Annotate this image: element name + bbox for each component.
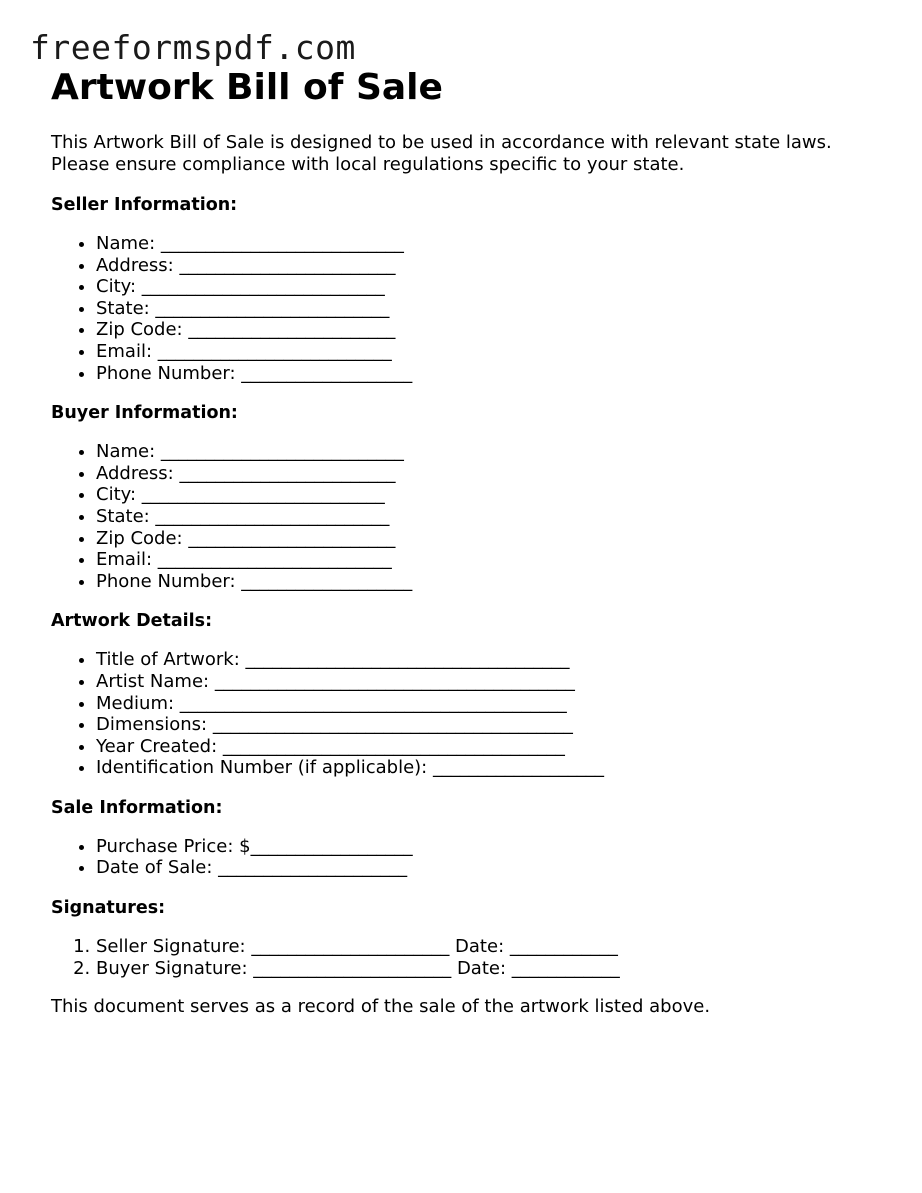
intro-line-2: Please ensure compliance with local regulations specific to your state. — [51, 154, 685, 175]
document-title: Artwork Bill of Sale — [51, 67, 443, 108]
buyer-signature-field: 2. Buyer Signature: ______________________ Date: ____________ — [96, 958, 891, 980]
signatures-list — [51, 936, 891, 979]
artwork-heading: Artwork Details: — [51, 611, 213, 632]
medium-field: • Medium: ___________________________________________ — [96, 693, 891, 715]
buyer-list — [51, 441, 891, 592]
document-body — [51, 66, 891, 1018]
intro-line-1: This Artwork Bill of Sale is designed to be used in accordance with relevant state laws. — [51, 132, 832, 153]
buyer-heading: Buyer Information: — [51, 403, 238, 424]
watermark-text: freeformspdf.com — [30, 28, 356, 67]
seller-list — [51, 233, 891, 384]
artwork-title-field: • Title of Artwork: ____________________________________ — [96, 649, 891, 671]
buyer-name-field: • Name: ___________________________ — [96, 441, 891, 463]
identification-number-field: • Identification Number (if applicable): ___________________ — [96, 757, 891, 779]
sale-list — [51, 836, 891, 879]
seller-heading: Seller Information: — [51, 195, 238, 215]
buyer-address-field: • Address: ________________________ — [96, 463, 891, 485]
seller-city-field: • City: ___________________________ — [96, 276, 891, 298]
buyer-phone-field: • Phone Number: ___________________ — [96, 571, 891, 593]
seller-signature-field: 1. Seller Signature: ______________________ Date: ____________ — [96, 936, 891, 958]
buyer-email-field: • Email: __________________________ — [96, 549, 891, 571]
buyer-zip-field: • Zip Code: _______________________ — [96, 528, 891, 550]
purchase-price-field: • Purchase Price: $__________________ — [96, 836, 891, 858]
seller-email-field: • Email: __________________________ — [96, 341, 891, 363]
seller-state-field: • State: __________________________ — [96, 298, 891, 320]
buyer-state-field: • State: __________________________ — [96, 506, 891, 528]
footer-note: This document serves as a record of the sale of the artwork listed above. — [51, 996, 711, 1018]
seller-address-field: • Address: ________________________ — [96, 255, 891, 277]
intro-paragraph — [51, 132, 891, 176]
seller-phone-field: • Phone Number: ___________________ — [96, 363, 891, 385]
seller-zip-field: • Zip Code: _______________________ — [96, 319, 891, 341]
sale-heading: Sale Information: — [51, 797, 223, 818]
year-created-field: • Year Created: ______________________________________ — [96, 736, 891, 758]
artist-name-field: • Artist Name: ________________________________________ — [96, 671, 891, 693]
artwork-list — [51, 649, 891, 779]
seller-name-field: • Name: ___________________________ — [96, 233, 891, 255]
date-of-sale-field: • Date of Sale: _____________________ — [96, 857, 891, 879]
dimensions-field: • Dimensions: ________________________________________ — [96, 714, 891, 736]
buyer-city-field: • City: ___________________________ — [96, 484, 891, 506]
signatures-heading: Signatures: — [51, 898, 166, 919]
